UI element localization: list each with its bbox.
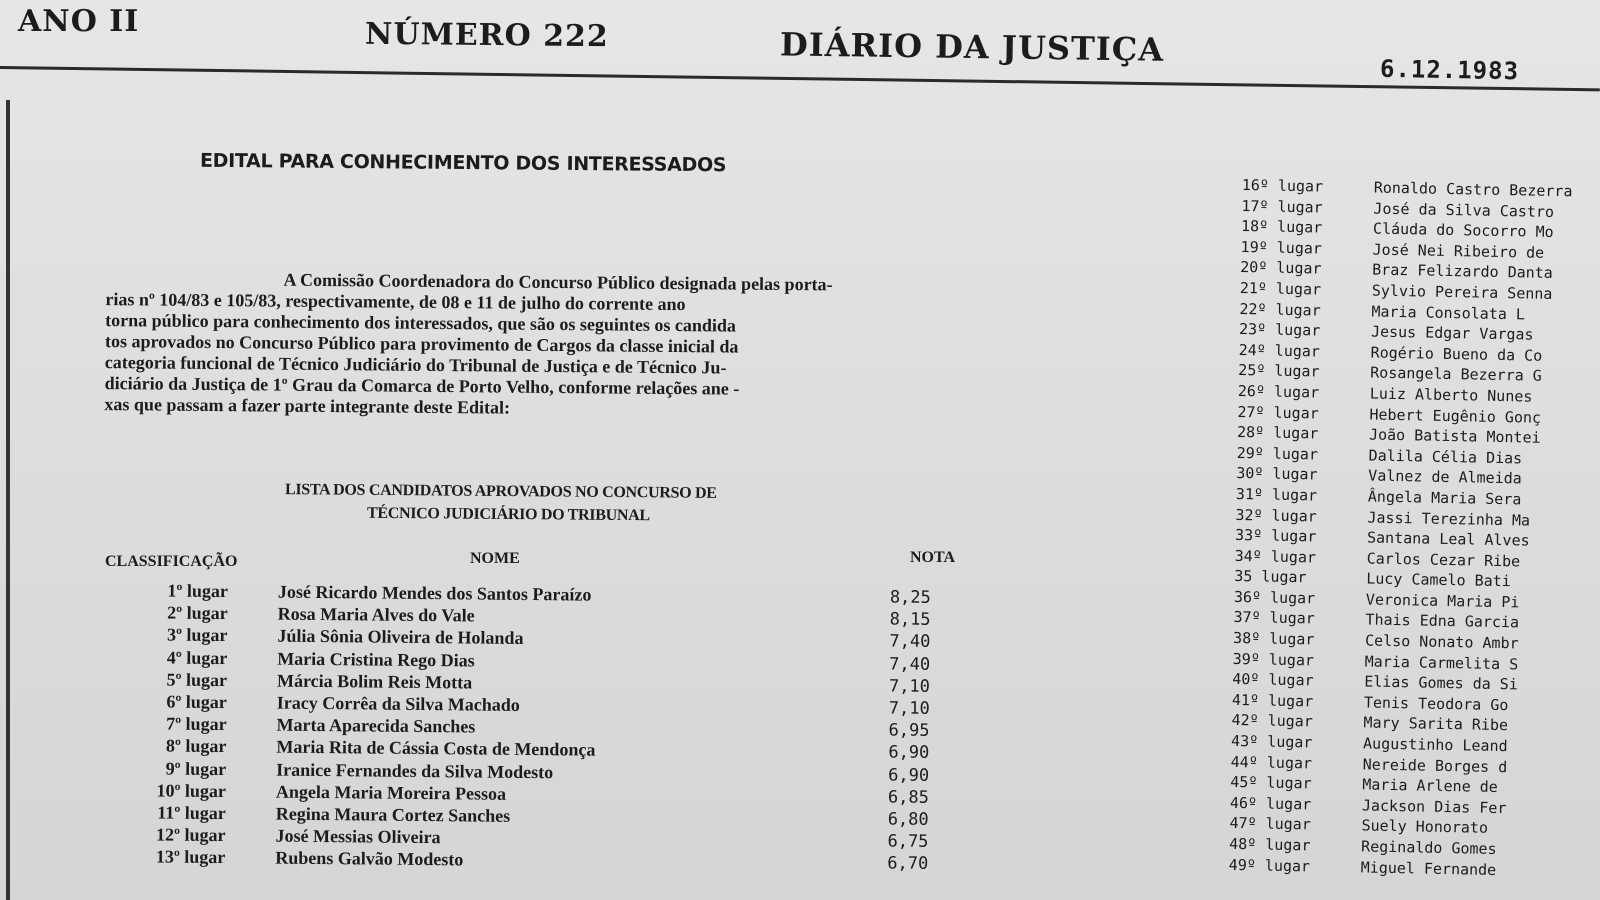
classificacao-cell: 46º lugar [1229,793,1312,814]
nome-cell: Maria Cristina Rego Dias [277,648,475,671]
nome-cell: Celso Nonato Ambr [1364,631,1519,653]
nome-cell: Maria Carmelita S [1364,652,1519,674]
nome-cell: Valnez de Almeida [1368,466,1522,488]
nota-cell: 7,10 [888,676,931,697]
classificacao-cell: 20º lugar [1240,258,1322,278]
nome-cell: Júlia Sônia Oliveira de Holanda [277,625,524,649]
nota-cell: 8,25 [889,587,931,608]
classificacao-cell: 4º lugar [166,647,228,668]
classificacao-cell: 25º lugar [1238,361,1320,381]
nome-cell: Ângela Maria Sera [1367,487,1522,509]
classificacao-cell: 3º lugar [166,624,228,646]
nome-cell: Rosangela Bezerra G [1370,363,1542,386]
nota-cell: 6,90 [888,742,930,764]
classificacao-cell: 9º lugar [165,758,227,779]
classificacao-cell: 6º lugar [166,691,227,713]
header-ano: ANO II [18,4,140,39]
classificacao-cell: 33º lugar [1234,526,1317,546]
classificacao-cell: 47º lugar [1229,814,1312,834]
header-rule [0,66,1600,91]
classificacao-cell: 39º lugar [1232,649,1315,670]
left-margin-rule [6,100,10,900]
paragraph-line: tos aprovados no Concurso Público para provimento de Cargos da classe inicial da [104,331,739,357]
nome-cell: Carlos Cezar Ribe [1366,549,1521,571]
classificacao-cell: 19º lugar [1240,237,1323,258]
nome-cell: Miguel Fernande [1360,858,1497,879]
nota-cell: 7,10 [888,698,930,719]
approved-candidates-list [107,580,970,877]
classificacao-cell: 16º lugar [1241,176,1324,196]
classificacao-cell: 29º lugar [1236,443,1319,464]
classificacao-cell: 32º lugar [1235,505,1317,525]
paragraph-line: torna público para conhecimento dos interessados, que são os seguintes os candida [105,310,737,336]
paragraph-line: A Comissão Coordenadora do Concurso Público designada pelas porta- [283,269,833,295]
classificacao-cell: 36º lugar [1233,587,1316,608]
paragraph-line: diciário da Justiça de 1º Grau da Comarca de Porto Velho, conforme relações ane - [104,373,740,399]
nome-cell: Marta Aparecida Sanches [276,714,476,737]
classificacao-cell: 23º lugar [1238,320,1321,340]
classificacao-cell: 24º lugar [1238,340,1321,361]
classificacao-cell: 7º lugar [166,713,227,735]
nome-cell: Iracy Corrêa da Silva Machado [276,692,520,715]
classificacao-cell: 48º lugar [1229,834,1311,855]
column-header-classificacao: CLASSIFICAÇÃO [105,553,238,570]
nome-cell: Maria Rita de Cássia Costa de Mendonça [276,736,596,760]
nome-cell: Luiz Alberto Nunes [1369,384,1533,406]
nota-cell: 6,85 [887,787,929,808]
nota-cell: 6,80 [887,809,929,830]
nota-cell: 8,15 [889,609,931,631]
nome-cell: Braz Felizardo Danta [1372,260,1553,283]
list-title-line-2: TÉCNICO JUDICIÁRIO DO TRIBUNAL [366,504,650,525]
classificacao-cell: 12º lugar [156,824,226,846]
nome-cell: Iranice Fernandes da Silva Modesto [276,759,554,782]
classificacao-cell: 44º lugar [1230,752,1313,773]
classificacao-cell: 22º lugar [1239,299,1321,320]
nome-cell: José Ricardo Mendes dos Santos Paraízo [277,581,592,605]
nome-cell: Rogério Bueno da Co [1370,343,1543,365]
column-header-nome: NOME [470,550,520,567]
column-header-nota: NOTA [910,549,956,566]
nome-cell: Tenis Teodora Go [1363,693,1509,715]
classificacao-cell: 13º lugar [155,846,226,868]
nome-cell: José Nei Ribeiro de [1372,240,1545,262]
paragraph-line: rias nº 104/83 e 105/83, respectivamente, de 08 e 11 de julho do corrente ano [105,289,686,315]
nome-cell: Jassi Terezinha Ma [1367,507,1531,530]
nome-cell: Ronaldo Castro Bezerra [1373,178,1573,201]
nome-cell: Dalila Célia Dias [1368,446,1523,468]
classificacao-cell: 2º lugar [167,602,228,624]
nome-cell: Thais Edna Garcia [1365,610,1520,632]
classificacao-cell: 31º lugar [1235,484,1318,505]
nota-cell: 6,90 [888,764,930,786]
nome-cell: Rubens Galvão Modesto [275,847,464,870]
paragraph-line: xas que passam a fazer parte integrante deste Edital: [104,394,511,418]
classificacao-cell: 35 lugar [1234,567,1307,587]
classificacao-cell: 28º lugar [1236,423,1319,443]
classificacao-cell: 27º lugar [1237,402,1319,423]
nome-cell: Santana Leal Alves [1366,528,1530,550]
edital-title: EDITAL PARA CONHECIMENTO DOS INTERESSADOS [199,149,727,177]
nome-cell: Lucy Camelo Bati [1366,569,1511,591]
classificacao-cell: 17º lugar [1241,196,1323,217]
nome-cell: Rosa Maria Alves do Vale [277,603,475,626]
header-numero: NÚMERO 222 [364,16,609,55]
nome-cell: Nereide Borges d [1362,755,1508,776]
nome-cell: Maria Consolata L [1371,302,1526,324]
classificacao-cell: 42º lugar [1231,711,1313,731]
classificacao-cell: 40º lugar [1232,670,1314,690]
nome-cell: Veronica Maria Pi [1365,590,1520,612]
classificacao-cell: 18º lugar [1240,217,1323,237]
nome-cell: Sylvio Pereira Senna [1371,281,1553,303]
nota-cell: 6,95 [888,720,930,741]
nota-cell: 7,40 [889,631,931,653]
classificacao-cell: 34º lugar [1234,546,1317,567]
nome-cell: Hebert Eugênio Gonç [1369,405,1542,427]
nome-cell: Suely Honorato [1361,816,1489,838]
nome-cell: Jackson Dias Fer [1361,796,1507,818]
nome-cell: Augustinho Leand [1362,734,1508,756]
classificacao-cell: 5º lugar [166,669,228,690]
classificacao-cell: 10º lugar [156,780,227,801]
nome-cell: José Messias Oliveira [275,825,441,848]
nome-cell: Mary Sarita Ribe [1363,713,1509,735]
right-column-list [1229,176,1600,884]
nota-cell: 6,70 [887,853,929,875]
header-jornal: DIÁRIO DA JUSTIÇA [779,25,1165,69]
edital-paragraph [104,268,1005,423]
classificacao-cell: 38º lugar [1232,628,1315,649]
paragraph-line: categoria funcional de Técnico Judiciário do Tribunal de Justiça e de Técnico Ju- [104,352,727,378]
classificacao-cell: 8º lugar [165,735,227,757]
nome-cell: Angela Maria Moreira Pessoa [275,781,507,804]
classificacao-cell: 41º lugar [1231,690,1314,711]
list-title-line-1: LISTA DOS CANDIDATOS APROVADOS NO CONCURSO DE [284,481,717,502]
classificacao-cell: 26º lugar [1237,381,1320,402]
header-data: 6.12.1983 [1379,54,1520,86]
nota-cell: 7,40 [889,654,931,675]
nome-cell: Elias Gomes da Si [1364,672,1518,694]
classificacao-cell: 1º lugar [167,580,228,602]
nome-cell: Maria Arlene de [1362,775,1498,797]
nome-cell: Jesus Edgar Vargas [1370,322,1534,344]
classificacao-cell: 37º lugar [1233,608,1315,628]
nota-cell: 6,75 [887,831,929,852]
nome-cell: João Batista Montei [1368,425,1541,447]
nome-cell: Cláuda do Socorro Mo [1372,219,1554,242]
classificacao-cell: 11º lugar [157,802,226,823]
nome-cell: José da Silva Castro [1373,199,1555,221]
classificacao-cell: 30º lugar [1236,464,1318,484]
classificacao-cell: 43º lugar [1230,731,1313,752]
classificacao-cell: 45º lugar [1230,773,1312,793]
classificacao-cell: 49º lugar [1228,855,1311,876]
classificacao-cell: 21º lugar [1239,278,1322,299]
nome-cell: Márcia Bolim Reis Motta [276,670,473,693]
nome-cell: Reginaldo Gomes [1360,837,1497,859]
nome-cell: Regina Maura Cortez Sanches [275,803,511,826]
